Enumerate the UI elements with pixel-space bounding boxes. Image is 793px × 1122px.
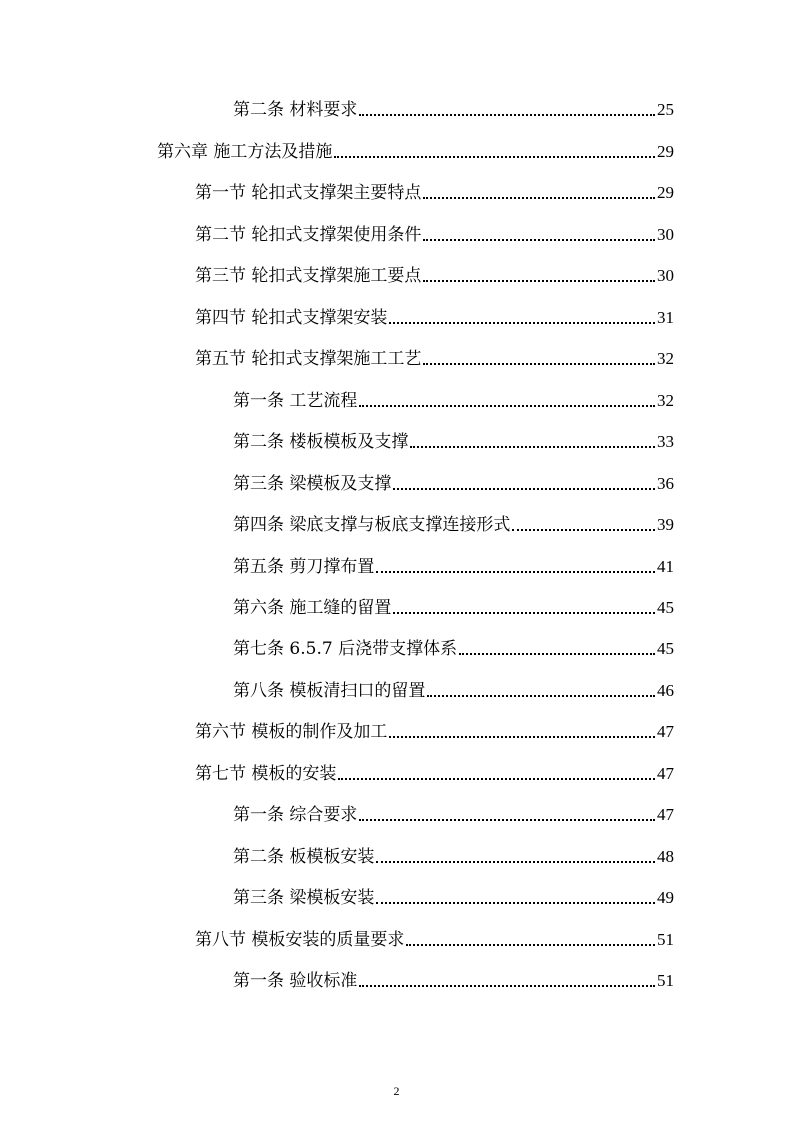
toc-entry[interactable] — [233, 555, 674, 579]
toc-entry-label: 第二条 材料要求 — [233, 100, 358, 120]
toc-dot-leader — [459, 653, 655, 655]
toc-dot-leader — [512, 529, 655, 531]
toc-entry-page: 48 — [657, 847, 674, 866]
toc-entry[interactable] — [233, 596, 674, 620]
toc-dot-leader — [393, 612, 655, 614]
toc-entry-label: 第一条 工艺流程 — [233, 391, 358, 411]
toc-entry[interactable] — [233, 389, 674, 413]
toc-entry-label: 第六章 施工方法及措施 — [157, 142, 333, 162]
toc-entry-label: 第二条 楼板模板及支撑 — [233, 432, 409, 452]
toc-dot-leader — [359, 819, 655, 821]
toc-entry[interactable] — [195, 306, 674, 330]
toc-entry[interactable] — [195, 347, 674, 371]
toc-entry-label: 第三条 梁模板及支撑 — [233, 474, 392, 494]
toc-entry-label: 第二节 轮扣式支撑架使用条件 — [195, 225, 422, 245]
toc-entry-page: 30 — [657, 225, 674, 244]
toc-entry[interactable] — [157, 140, 674, 164]
toc-entry[interactable] — [233, 98, 674, 122]
toc-dot-leader — [423, 363, 655, 365]
toc-entry[interactable] — [195, 928, 674, 952]
toc-dot-leader — [423, 197, 655, 199]
toc-entry-page: 51 — [657, 971, 674, 990]
toc-entry-page: 39 — [657, 515, 674, 534]
toc-entry[interactable] — [195, 223, 674, 247]
toc-entry-page: 25 — [657, 100, 674, 119]
toc-entry-page: 46 — [657, 681, 674, 700]
toc-entry[interactable] — [233, 803, 674, 827]
toc-entry-page: 32 — [657, 349, 674, 368]
toc-entry-label: 第五条 剪刀撑布置 — [233, 557, 375, 577]
toc-dot-leader — [423, 239, 655, 241]
toc-entry-page: 32 — [657, 391, 674, 410]
toc-entry[interactable] — [195, 181, 674, 205]
toc-dot-leader — [338, 778, 655, 780]
toc-dot-leader — [376, 902, 655, 904]
toc-entry-page: 51 — [657, 930, 674, 949]
toc-entry-label: 第二条 板模板安装 — [233, 847, 375, 867]
toc-dot-leader — [389, 322, 655, 324]
toc-dot-leader — [359, 985, 655, 987]
toc-entry-label: 第八条 模板清扫口的留置 — [233, 681, 426, 701]
toc-entry-label: 第三节 轮扣式支撑架施工要点 — [195, 266, 422, 286]
toc-entry-page: 45 — [657, 639, 674, 658]
toc-entry[interactable] — [233, 430, 674, 454]
toc-entry-label: 第四条 梁底支撑与板底支撑连接形式 — [233, 515, 511, 535]
toc-entry[interactable] — [233, 886, 674, 910]
toc-entry[interactable] — [233, 513, 674, 537]
toc-entry-page: 47 — [657, 805, 674, 824]
toc-entry-page: 30 — [657, 266, 674, 285]
toc-dot-leader — [410, 446, 655, 448]
toc-dot-leader — [423, 280, 655, 282]
toc-entry-label: 第五节 轮扣式支撑架施工工艺 — [195, 349, 422, 369]
toc-entry-page: 41 — [657, 557, 674, 576]
toc-entry-label: 第七条 6.5.7 后浇带支撑体系 — [233, 639, 458, 659]
toc-dot-leader — [334, 156, 655, 158]
toc-entry[interactable] — [233, 637, 674, 661]
toc-entry-page: 36 — [657, 474, 674, 493]
toc-dot-leader — [359, 405, 655, 407]
toc-entry[interactable] — [195, 762, 674, 786]
toc-entry-label: 第四节 轮扣式支撑架安装 — [195, 308, 388, 328]
toc-dot-leader — [406, 944, 655, 946]
toc-entry-label: 第八节 模板安装的质量要求 — [195, 930, 405, 950]
toc-entry-label: 第三条 梁模板安装 — [233, 888, 375, 908]
toc-entry-label: 第七节 模板的安装 — [195, 764, 337, 784]
toc-entry-label: 第一条 验收标准 — [233, 971, 358, 991]
toc-entry-label: 第一条 综合要求 — [233, 805, 358, 825]
toc-dot-leader — [376, 571, 655, 573]
toc-dot-leader — [393, 488, 655, 490]
page-number: 2 — [393, 1084, 400, 1098]
toc-entry[interactable] — [233, 845, 674, 869]
toc-entry-page: 33 — [657, 432, 674, 451]
toc-dot-leader — [427, 695, 655, 697]
toc-entry-page: 29 — [657, 142, 674, 161]
toc-entry[interactable] — [233, 679, 674, 703]
toc-entry-page: 45 — [657, 598, 674, 617]
toc-entry-page: 47 — [657, 722, 674, 741]
toc-entry[interactable] — [195, 264, 674, 288]
toc-dot-leader — [389, 736, 655, 738]
toc-entry-page: 29 — [657, 183, 674, 202]
toc-entry-label: 第六条 施工缝的留置 — [233, 598, 392, 618]
toc-entry-page: 31 — [657, 308, 674, 327]
toc-dot-leader — [376, 861, 655, 863]
toc-entry[interactable] — [195, 720, 674, 744]
toc-entry[interactable] — [233, 969, 674, 993]
toc-entry-label: 第六节 模板的制作及加工 — [195, 722, 388, 742]
toc-entry[interactable] — [233, 472, 674, 496]
toc-entry-page: 49 — [657, 888, 674, 907]
toc-entry-page: 47 — [657, 764, 674, 783]
toc-entry-label: 第一节 轮扣式支撑架主要特点 — [195, 183, 422, 203]
toc-dot-leader — [359, 114, 655, 116]
